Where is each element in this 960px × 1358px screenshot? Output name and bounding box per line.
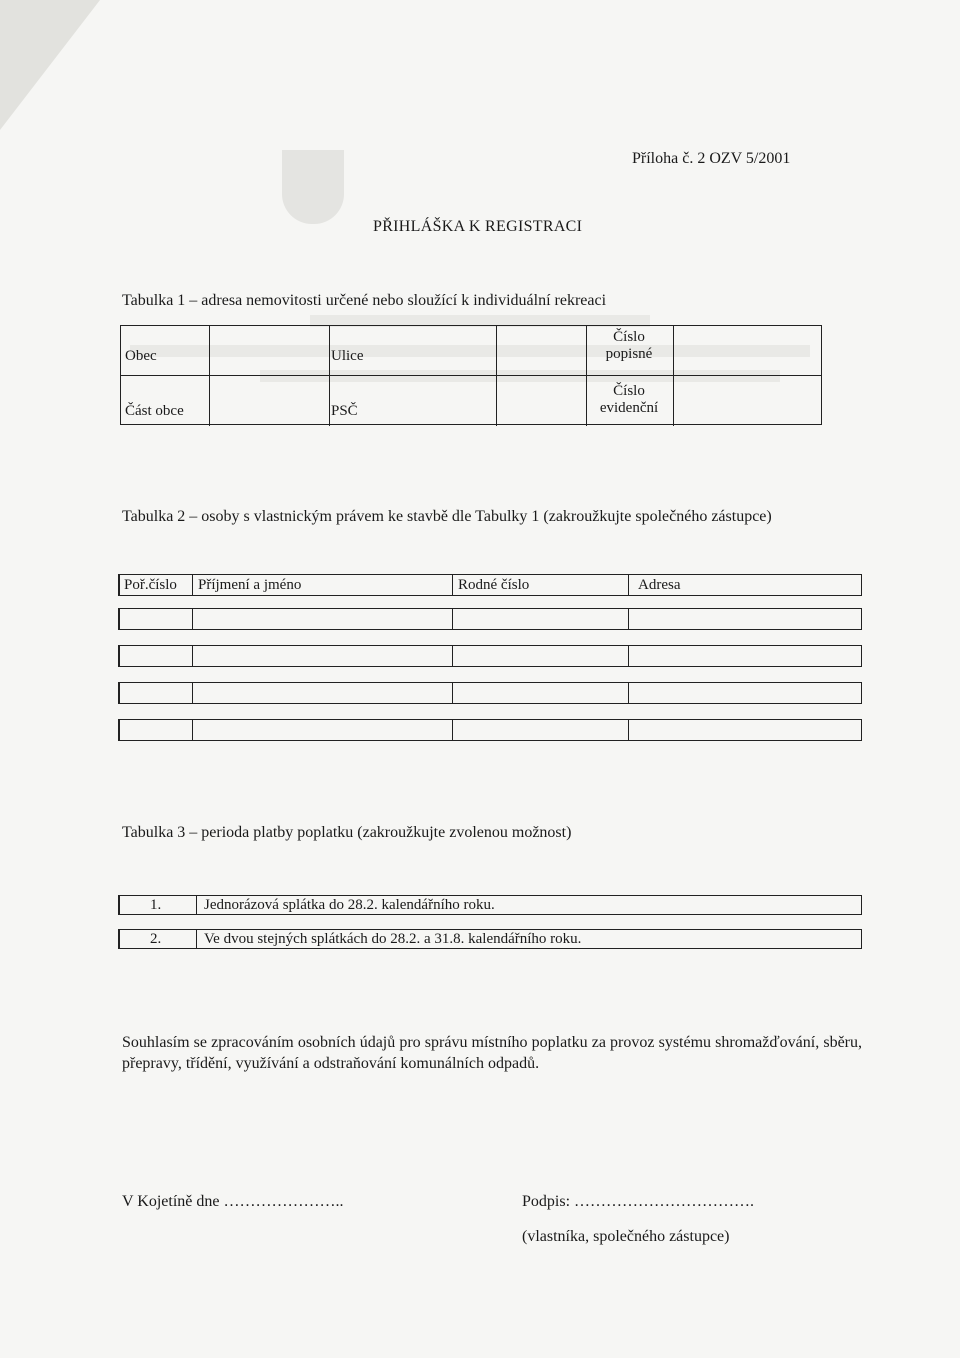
table1-caption: Tabulka 1 – adresa nemovitosti určené nebo sloužící k individuální rekreaci [122,292,607,309]
address-table [120,325,822,425]
option-number: 2. [150,931,162,947]
table3-caption: Tabulka 3 – perioda platby poplatku (zakroužkujte zvolenou možnost) [122,824,572,841]
signature-line[interactable]: Podpis: ……………………………. [522,1193,755,1210]
option-text: Jednorázová splátka do 28.2. kalendářního roku. [204,897,495,913]
address-row-2 [121,375,821,426]
form-title: PŘIHLÁŠKA K REGISTRACI [373,218,583,235]
label-ulice: Ulice [331,348,364,364]
address-row-1 [121,326,821,376]
col-prijmeni-jmeno: Příjmení a jméno [198,577,302,593]
payment-option-1[interactable] [118,895,862,915]
bleed-through-crest [282,150,344,224]
annex-label: Příloha č. 2 OZV 5/2001 [632,150,791,167]
owners-header-row [118,574,862,596]
label-cislo-evidencni: Číslo evidenční [599,383,659,416]
label-cislo-popisne: Číslo popisné [605,329,653,362]
col-poradove-cislo: Poř.číslo [124,577,177,593]
page-fold-shadow [0,0,100,130]
owners-row[interactable] [118,645,862,667]
field-cast-obce[interactable] [211,378,327,422]
field-psc[interactable] [369,378,494,422]
owners-table [118,574,862,756]
label-obec: Obec [125,348,157,364]
label-cast-obce: Část obce [125,403,184,419]
col-adresa: Adresa [638,577,681,593]
owners-row[interactable] [118,719,862,741]
owners-row[interactable] [118,608,862,630]
owners-row[interactable] [118,682,862,704]
option-number: 1. [150,897,162,913]
consent-statement: Souhlasím se zpracováním osobních údajů pro správu místního poplatku za provoz systému shromažďování, sběru, přepravy, třídění, využívání a odstraňování komunálních odpadů. [122,1034,862,1072]
place-date-line[interactable]: V Kojetíně dne ………………….. [122,1193,344,1210]
table2-caption: Tabulka 2 – osoby s vlastnickým právem ke stavbě dle Tabulky 1 (zakroužkujte společného zástupce) [122,508,772,525]
label-psc: PSČ [331,403,358,419]
col-rodne-cislo: Rodné číslo [458,577,530,593]
payment-option-2[interactable] [118,929,862,949]
signature-note: (vlastníka, společného zástupce) [522,1228,730,1245]
field-cislo-popisne[interactable] [675,328,819,372]
field-ulice[interactable] [369,328,494,372]
field-cislo-evidencni[interactable] [675,378,819,422]
option-text: Ve dvou stejných splátkách do 28.2. a 31.8. kalendářního roku. [204,931,582,947]
field-obec[interactable] [211,328,327,372]
